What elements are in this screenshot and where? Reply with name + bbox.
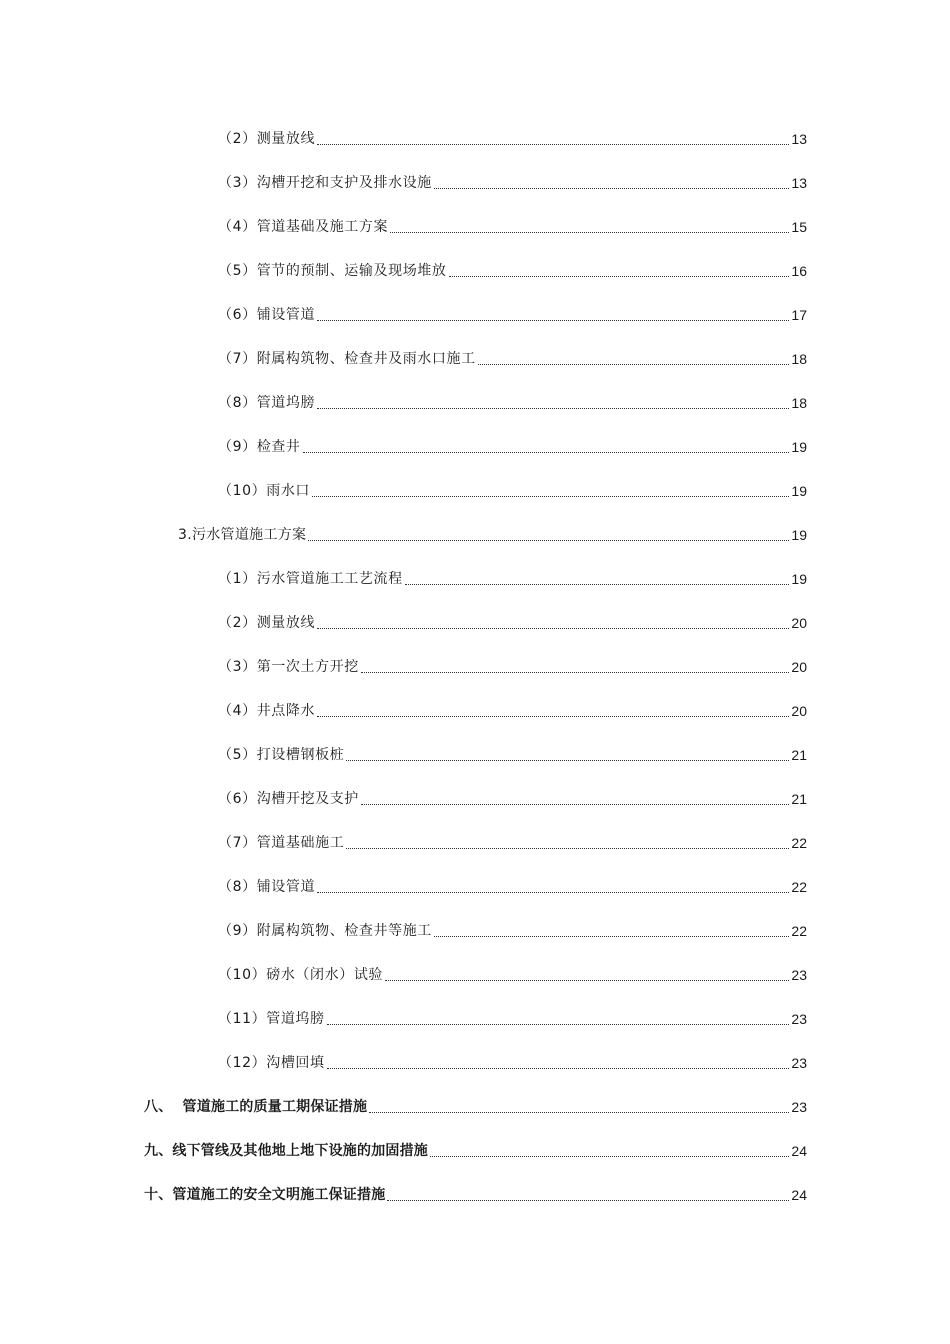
- toc-page-number: 19: [791, 483, 807, 499]
- toc-page-number: 24: [791, 1187, 807, 1203]
- toc-entry[interactable]: [218, 874, 807, 896]
- toc-page-number: 20: [791, 659, 807, 675]
- toc-leader-dots: [478, 363, 790, 365]
- toc-entry-title: （6）沟槽开挖及支护: [218, 791, 359, 807]
- toc-entry-title: （2）测量放线: [218, 131, 316, 147]
- toc-leader-dots: [327, 1067, 790, 1069]
- toc-entry[interactable]: [218, 962, 807, 984]
- toc-entry[interactable]: [218, 830, 807, 852]
- toc-entry-title: （1）污水管道施工工艺流程: [218, 571, 403, 587]
- toc-leader-dots: [405, 583, 790, 585]
- toc-page-number: 23: [791, 1011, 807, 1027]
- toc-leader-dots: [317, 627, 789, 629]
- toc-leader-dots: [303, 451, 790, 453]
- toc-entry[interactable]: [218, 302, 807, 324]
- toc-entry-title: （12）沟槽回填: [218, 1055, 325, 1071]
- toc-page-number: 19: [791, 439, 807, 455]
- toc-entry[interactable]: [218, 786, 807, 808]
- toc-entry[interactable]: [218, 918, 807, 940]
- toc-entry-title: （7）管道基础施工: [218, 835, 345, 851]
- toc-entry[interactable]: [218, 170, 807, 192]
- toc-entry[interactable]: [218, 478, 807, 500]
- toc-leader-dots: [369, 1111, 789, 1113]
- toc-entry-title: （8）管道坞膀: [218, 395, 316, 411]
- toc-entry-title: （4）井点降水: [218, 703, 316, 719]
- toc-leader-dots: [312, 495, 789, 497]
- toc-entry-title: （6）铺设管道: [218, 307, 316, 323]
- toc-entry-title: 八、 管道施工的质量工期保证措施: [144, 1099, 368, 1115]
- toc-leader-dots: [385, 979, 789, 981]
- toc-page-number: 13: [791, 131, 807, 147]
- toc-entry[interactable]: [218, 434, 807, 456]
- toc-entry-title: 十、管道施工的安全文明施工保证措施: [144, 1187, 386, 1203]
- toc-page-number: 20: [791, 615, 807, 631]
- toc-entry[interactable]: [218, 566, 807, 588]
- toc-entry-title: （5）管节的预制、运输及现场堆放: [218, 263, 447, 279]
- toc-entry-title: （2）测量放线: [218, 615, 316, 631]
- toc-entry-title: （5）打设槽钢板桩: [218, 747, 345, 763]
- toc-leader-dots: [434, 935, 790, 937]
- toc-entry-title: （10）雨水口: [218, 483, 311, 499]
- toc-entry-chapter[interactable]: [144, 1094, 807, 1116]
- toc-entry-title: （11）管道坞膀: [218, 1011, 325, 1027]
- toc-leader-dots: [449, 275, 790, 277]
- toc-entry-title: （9）检查井: [218, 439, 301, 455]
- toc-leader-dots: [317, 407, 789, 409]
- toc-page-number: 15: [791, 219, 807, 235]
- toc-leader-dots: [361, 803, 790, 805]
- toc-page-number: 18: [791, 351, 807, 367]
- toc-entry-title: 3.污水管道施工方案: [178, 527, 307, 543]
- toc-entry[interactable]: [218, 346, 807, 368]
- toc-leader-dots: [346, 759, 789, 761]
- toc-entry[interactable]: [218, 742, 807, 764]
- toc-entry-title: （3）第一次土方开挖: [218, 659, 359, 675]
- toc-entry-section[interactable]: [178, 522, 807, 544]
- toc-entry-title: （10）磅水（闭水）试验: [218, 967, 384, 983]
- toc-entry[interactable]: [218, 258, 807, 280]
- toc-page-number: 20: [791, 703, 807, 719]
- toc-entry-chapter[interactable]: [144, 1138, 807, 1160]
- toc-page-number: 19: [791, 571, 807, 587]
- toc-entry[interactable]: [218, 654, 807, 676]
- toc-page-number: 16: [791, 263, 807, 279]
- toc-leader-dots: [346, 847, 789, 849]
- toc-page-number: 23: [791, 967, 807, 983]
- toc-leader-dots: [327, 1023, 790, 1025]
- toc-entry-title: （3）沟槽开挖和支护及排水设施: [218, 175, 432, 191]
- toc-page-number: 19: [791, 527, 807, 543]
- toc-entry[interactable]: [218, 1006, 807, 1028]
- toc-leader-dots: [434, 187, 790, 189]
- toc-entry[interactable]: [218, 390, 807, 412]
- toc-entry-chapter[interactable]: [144, 1182, 807, 1204]
- toc-entry-title: （7）附属构筑物、检查井及雨水口施工: [218, 351, 476, 367]
- toc-page-number: 23: [791, 1055, 807, 1071]
- toc-page-number: 18: [791, 395, 807, 411]
- toc-page-number: 24: [791, 1143, 807, 1159]
- toc-page-number: 22: [791, 879, 807, 895]
- toc-entry[interactable]: [218, 126, 807, 148]
- toc-leader-dots: [308, 539, 789, 541]
- toc-leader-dots: [430, 1155, 789, 1157]
- toc-page-number: 13: [791, 175, 807, 191]
- toc-entry[interactable]: [218, 1050, 807, 1072]
- toc-entry[interactable]: [218, 610, 807, 632]
- toc-leader-dots: [390, 231, 789, 233]
- toc-page-number: 23: [791, 1099, 807, 1115]
- toc-page-number: 22: [791, 835, 807, 851]
- toc-entry-title: （4）管道基础及施工方案: [218, 219, 389, 235]
- toc-entry-title: 九、线下管线及其他地上地下设施的加固措施: [144, 1143, 428, 1159]
- toc-page-number: 17: [791, 307, 807, 323]
- toc-page-number: 21: [791, 791, 807, 807]
- toc-leader-dots: [317, 143, 789, 145]
- toc-entry-title: （8）铺设管道: [218, 879, 316, 895]
- toc-leader-dots: [317, 715, 789, 717]
- toc-entry-title: （9）附属构筑物、检查井等施工: [218, 923, 432, 939]
- toc-leader-dots: [317, 319, 789, 321]
- toc-entry[interactable]: [218, 214, 807, 236]
- toc-entry[interactable]: [218, 698, 807, 720]
- toc-page-number: 22: [791, 923, 807, 939]
- toc-leader-dots: [387, 1199, 789, 1201]
- toc-leader-dots: [317, 891, 789, 893]
- toc-leader-dots: [361, 671, 790, 673]
- toc-page-number: 21: [791, 747, 807, 763]
